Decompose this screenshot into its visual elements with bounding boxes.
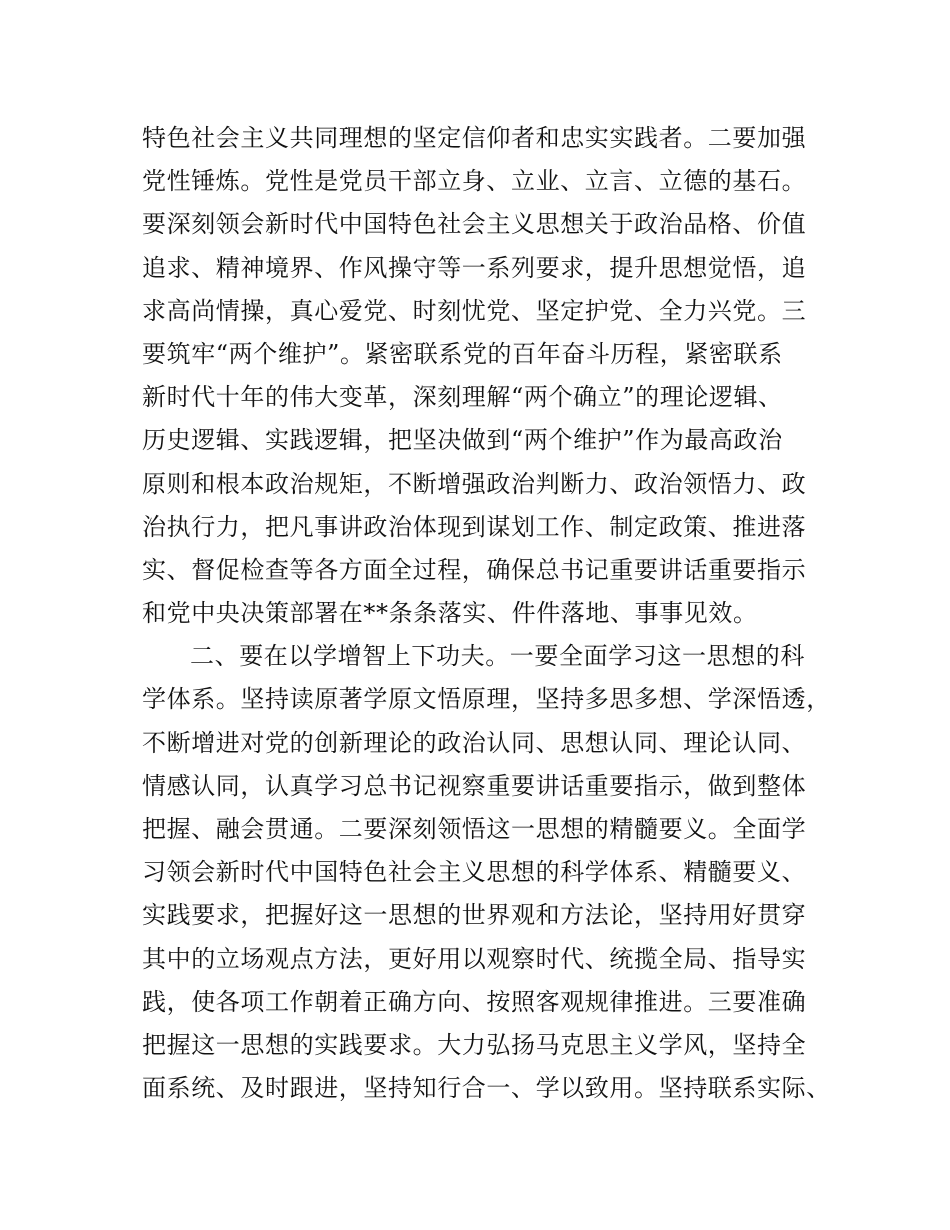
text-line: 践，使各项工作朝着正确方向、按照客观规律推进。三要准确 (142, 987, 807, 1016)
paragraph-start-line: 二、要在以学增智上下功夫。一要全面学习这一思想的科 (190, 642, 805, 671)
document-body (142, 117, 832, 1110)
text-line: 把握这一思想的实践要求。大力弘扬马克思主义学风，坚持全 (142, 1030, 807, 1059)
text-line: 面系统、及时跟进，坚持知行合一、学以致用。坚持联系实际、 (142, 1074, 831, 1103)
text-line: 情感认同，认真学习总书记视察重要讲话重要指示，做到整体 (142, 771, 807, 800)
text-line: 不断增进对党的创新理论的政治认同、思想认同、理论认同、 (142, 728, 807, 757)
text-line: 其中的立场观点方法，更好用以观察时代、统揽全局、指导实 (142, 944, 807, 973)
text-line: 要筑牢“两个维护”。紧密联系党的百年奋斗历程，紧密联系 (142, 339, 783, 368)
text-line: 学体系。坚持读原著学原文悟原理，坚持多思多想、学深悟透， (142, 685, 831, 714)
text-line: 特色社会主义共同理想的坚定信仰者和忠实实践者。二要加强 (142, 124, 807, 152)
text-line: 要深刻领会新时代中国特色社会主义思想关于政治品格、价值 (142, 210, 807, 239)
text-line: 和党中央决策部署在**条条落实、件件落地、事事见效。 (142, 599, 758, 628)
text-line: 实践要求，把握好这一思想的世界观和方法论，坚持用好贯穿 (142, 901, 807, 930)
text-line: 党性锤炼。党性是党员干部立身、立业、立言、立德的基石。 (142, 167, 807, 196)
text-line: 治执行力，把凡事讲政治体现到谋划工作、制定政策、推进落 (142, 512, 807, 541)
text-line: 历史逻辑、实践逻辑，把坚决做到“两个维护”作为最高政治 (142, 426, 783, 455)
text-line: 原则和根本政治规矩，不断增强政治判断力、政治领悟力、政 (142, 469, 807, 498)
text-line: 实、督促检查等各方面全过程，确保总书记重要讲话重要指示 (142, 555, 807, 584)
text-line: 追求、精神境界、作风操守等一系列要求，提升思想觉悟，追 (142, 253, 807, 282)
text-line: 把握、融会贯通。二要深刻领悟这一思想的精髓要义。全面学 (142, 815, 807, 843)
text-line: 新时代十年的伟大变革，深刻理解“两个确立”的理论逻辑、 (142, 383, 783, 412)
text-line: 求高尚情操，真心爱党、时刻忧党、坚定护党、全力兴党。三 (142, 296, 807, 325)
text-line: 习领会新时代中国特色社会主义思想的科学体系、精髓要义、 (142, 858, 807, 887)
